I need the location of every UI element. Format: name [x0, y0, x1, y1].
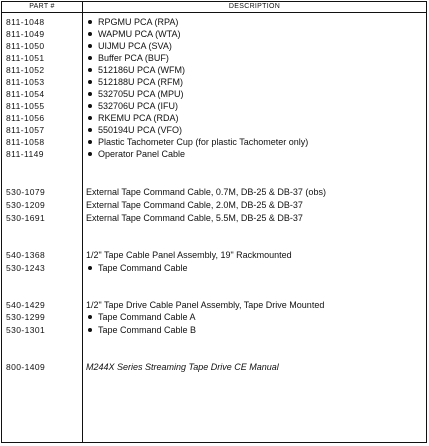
- description-text: Tape Command Cable: [98, 263, 188, 273]
- part-number: 811-1052: [6, 65, 45, 75]
- part-number: 530-1243: [6, 263, 46, 273]
- part-number: 811-1051: [6, 53, 45, 63]
- parts-table: [1, 1, 427, 443]
- table-row: [2, 262, 426, 275]
- part-description: [86, 249, 424, 262]
- description-text: WAPMU PCA (WTA): [98, 29, 181, 39]
- part-number: 540-1368: [6, 250, 46, 260]
- description-text: RKEMU PCA (RDA): [98, 113, 179, 123]
- table-row: [2, 311, 426, 324]
- part-description: [86, 212, 424, 225]
- bullet-icon: [88, 315, 92, 319]
- part-description: [86, 311, 424, 324]
- part-number: 811-1050: [6, 41, 45, 51]
- part-number: 811-1058: [6, 137, 45, 147]
- part-description: [86, 199, 424, 212]
- bullet-icon: [88, 152, 92, 156]
- part-number: 530-1301: [6, 325, 46, 335]
- description-text: Tape Command Cable B: [98, 325, 197, 335]
- description-text: UIJMU PCA (SVA): [98, 41, 172, 51]
- part-number: 530-1299: [6, 312, 46, 322]
- part-description: [86, 361, 424, 374]
- part-number: 540-1429: [6, 300, 46, 310]
- header-part-number: PART #: [29, 3, 55, 10]
- part-description: [86, 148, 424, 161]
- part-description: [86, 262, 424, 275]
- part-number: 811-1054: [6, 89, 45, 99]
- bullet-icon: [88, 80, 92, 84]
- part-number: 811-1053: [6, 77, 45, 87]
- description-text: Plastic Tachometer Cup (for plastic Tachometer only): [98, 137, 309, 147]
- description-text: External Tape Command Cable, 5.5M, DB-25 & DB-37: [86, 213, 303, 223]
- table-row: [2, 324, 426, 337]
- table-row: [2, 186, 426, 199]
- bullet-icon: [88, 140, 92, 144]
- description-text: Tape Command Cable A: [98, 312, 196, 322]
- table-header: [2, 2, 426, 13]
- description-text: RPGMU PCA (RPA): [98, 17, 179, 27]
- part-number: 530-1691: [6, 213, 46, 223]
- table-row: [2, 148, 426, 161]
- bullet-icon: [88, 44, 92, 48]
- description-text: External Tape Command Cable, 0.7M, DB-25 & DB-37 (obs): [86, 187, 326, 197]
- bullet-icon: [88, 32, 92, 36]
- description-text: 532706U PCA (IFU): [98, 101, 179, 111]
- part-number: 811-1056: [6, 113, 45, 123]
- part-description: [86, 324, 424, 337]
- description-text: 1/2" Tape Drive Cable Panel Assembly, Tape Drive Mounted: [86, 300, 325, 310]
- part-number: 811-1048: [6, 17, 45, 27]
- part-number: 811-1055: [6, 101, 45, 111]
- description-text: 512188U PCA (RFM): [98, 77, 184, 87]
- description-text: 512186U PCA (WFM): [98, 65, 186, 75]
- bullet-icon: [88, 116, 92, 120]
- header-description: DESCRIPTION: [228, 3, 281, 10]
- part-number: 530-1209: [6, 200, 46, 210]
- table-row: [2, 361, 426, 374]
- bullet-icon: [88, 328, 92, 332]
- table-row: [2, 249, 426, 262]
- bullet-icon: [88, 92, 92, 96]
- description-text: M244X Series Streaming Tape Drive CE Manual: [86, 362, 279, 372]
- bullet-icon: [88, 68, 92, 72]
- description-text: 550194U PCA (VFO): [98, 125, 183, 135]
- part-number: 811-1049: [6, 29, 45, 39]
- part-number: 811-1149: [6, 149, 44, 159]
- part-number: 811-1057: [6, 125, 45, 135]
- description-text: 532705U PCA (MPU): [98, 89, 184, 99]
- table-row: [2, 199, 426, 212]
- bullet-icon: [88, 104, 92, 108]
- bullet-icon: [88, 56, 92, 60]
- bullet-icon: [88, 128, 92, 132]
- description-text: 1/2" Tape Cable Panel Assembly, 19" Rackmounted: [86, 250, 292, 260]
- table-row: [2, 212, 426, 225]
- bullet-icon: [88, 20, 92, 24]
- part-number: 530-1079: [6, 187, 46, 197]
- description-text: External Tape Command Cable, 2.0M, DB-25 & DB-37: [86, 200, 303, 210]
- description-text: Buffer PCA (BUF): [98, 53, 169, 63]
- part-number: 800-1409: [6, 362, 46, 372]
- part-description: [86, 186, 424, 199]
- description-text: Operator Panel Cable: [98, 149, 186, 159]
- bullet-icon: [88, 266, 92, 270]
